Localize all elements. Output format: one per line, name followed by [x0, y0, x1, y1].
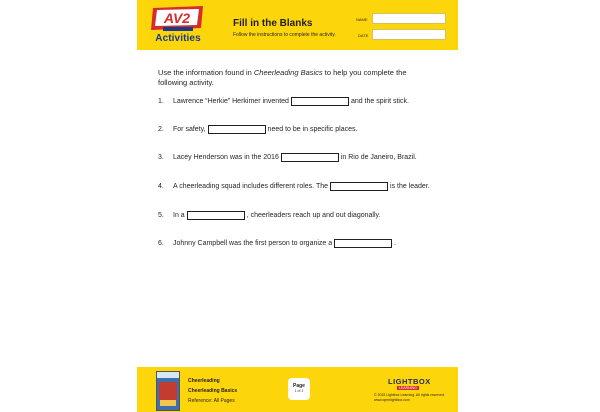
- book-title: Cheerleading Basics: [188, 388, 238, 394]
- page-label: Page: [293, 383, 305, 389]
- question-text-before: A cheerleading squad includes different roles. The: [173, 183, 329, 190]
- intro-text-start: Use the information found in: [158, 68, 254, 77]
- av2-logo: [149, 6, 207, 46]
- question-2: [158, 125, 357, 134]
- logo-badge-text: AV2: [163, 10, 191, 26]
- question-5: [158, 211, 380, 220]
- question-number: 1.: [158, 98, 164, 105]
- copyright-block: [374, 393, 454, 403]
- name-field[interactable]: [372, 13, 446, 24]
- answer-blank-2[interactable]: [208, 125, 266, 134]
- intro-book-title: Cheerleading Basics: [253, 68, 323, 77]
- question-text-after: , cheerleaders reach up and out diagonally.: [246, 212, 381, 219]
- page-subtitle: Follow the instructions to complete the activity.: [233, 32, 336, 38]
- answer-blank-1[interactable]: [291, 97, 349, 106]
- question-number: 3.: [158, 154, 164, 161]
- question-text-before: For safety,: [173, 126, 206, 133]
- question-1: [158, 97, 409, 106]
- question-text-after: is the leader.: [390, 183, 430, 190]
- answer-blank-5[interactable]: [187, 211, 245, 220]
- book-cover-image: [156, 371, 180, 411]
- answer-blank-6[interactable]: [334, 239, 392, 248]
- intro-text: [158, 68, 428, 88]
- lightbox-learning-label: LEARNING: [399, 386, 417, 390]
- answer-blank-4[interactable]: [330, 182, 388, 191]
- publisher-url[interactable]: www.openlightbox.com: [374, 398, 410, 402]
- page-indicator: [288, 378, 310, 400]
- answer-blank-3[interactable]: [281, 153, 339, 162]
- question-text-before: Lacey Henderson was in the 2016: [173, 154, 279, 161]
- book-series: Cheerleading: [188, 378, 220, 384]
- question-6: [158, 239, 396, 248]
- question-text-after: need to be in specific places.: [267, 126, 358, 133]
- copyright-text: © 2022 Lightbox Learning. All rights reserved.: [374, 393, 445, 397]
- reference-text: Reference: All Pages: [188, 398, 235, 404]
- intro-text-end: to help you complete the following activity.: [158, 68, 407, 87]
- date-label: DATE: [358, 33, 369, 38]
- question-number: 2.: [158, 126, 164, 133]
- question-text-after: in Rio de Janeiro, Brazil.: [340, 154, 417, 161]
- question-text-after: and the spirit stick.: [350, 98, 409, 105]
- question-number: 6.: [158, 240, 164, 247]
- question-number: 5.: [158, 212, 164, 219]
- question-text-before: Lawrence “Herkie” Herkimer invented: [173, 98, 289, 105]
- question-text-after: .: [394, 240, 397, 247]
- question-text-before: Johnny Campbell was the first person to organize a: [173, 240, 333, 247]
- question-text-before: In a: [173, 212, 185, 219]
- page-count: 1 of 1: [294, 389, 304, 393]
- name-label: NAME: [356, 17, 368, 22]
- question-3: [158, 153, 417, 162]
- date-field[interactable]: [372, 29, 446, 40]
- av2-badge-icon: [149, 6, 207, 32]
- lightbox-logo: LIGHTBOX: [388, 377, 431, 386]
- question-number: 4.: [158, 183, 164, 190]
- logo-activities-label: Activities: [155, 33, 201, 44]
- question-4: [158, 182, 430, 191]
- page-title: Fill in the Blanks: [233, 18, 313, 29]
